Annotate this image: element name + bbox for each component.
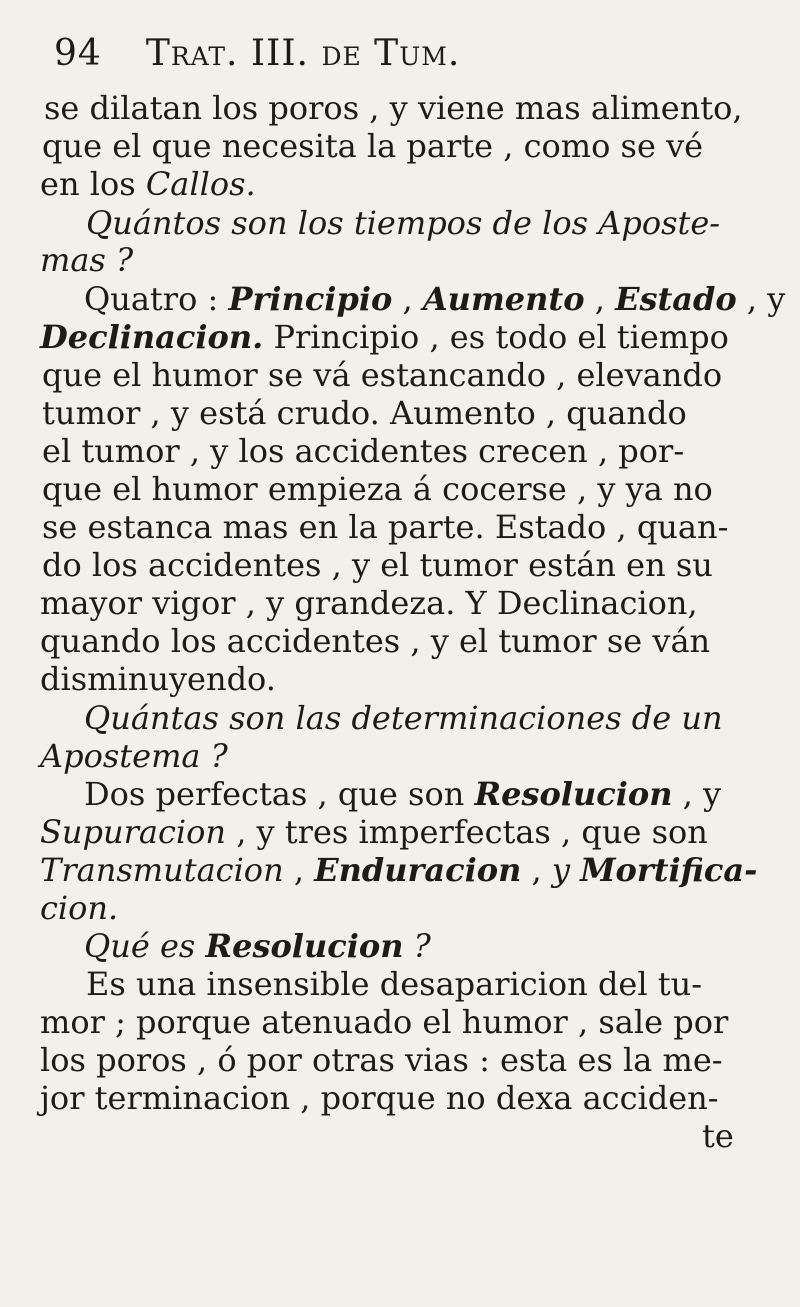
text-line bbox=[40, 583, 698, 623]
text-line bbox=[40, 850, 757, 890]
text-segment: , bbox=[584, 280, 616, 318]
page-header bbox=[54, 34, 460, 74]
running-title: Trat. III. de Tum. bbox=[145, 33, 461, 74]
text-line bbox=[86, 203, 720, 243]
text-line bbox=[42, 507, 728, 547]
text-segment: , y bbox=[736, 280, 786, 318]
text-line bbox=[40, 1078, 719, 1118]
text-line bbox=[42, 469, 713, 509]
text-segment: en los bbox=[40, 165, 146, 203]
text-segment: jor terminacion , porque no dexa acciden- bbox=[40, 1079, 719, 1117]
text-segment: Principio , es todo el tiempo bbox=[263, 318, 729, 356]
text-line bbox=[40, 659, 276, 699]
text-segment: mayor vigor , y grandeza. Y Declinacion, bbox=[40, 584, 698, 622]
text-line bbox=[40, 621, 710, 661]
text-segment: quando los accidentes , y el tumor se ván bbox=[40, 622, 711, 660]
text-segment: Quántas son las determinaciones de un bbox=[84, 699, 723, 737]
text-segment: se estanca mas en la parte. Estado , quan- bbox=[42, 508, 729, 546]
text-segment: cion. bbox=[40, 889, 119, 927]
text-line bbox=[40, 888, 118, 928]
text-line bbox=[42, 126, 703, 166]
text-segment: do los accidentes , y el tumor están en su bbox=[42, 546, 713, 584]
page-number: 94 bbox=[54, 33, 102, 74]
text-line bbox=[702, 1116, 734, 1156]
text-segment: Quatro : bbox=[84, 280, 229, 318]
text-segment: y bbox=[551, 851, 570, 889]
text-line bbox=[42, 355, 722, 395]
text-segment: , y tres imperfectas , que son bbox=[226, 813, 708, 851]
text-segment: Dos perfectas , que son bbox=[84, 775, 475, 813]
text-segment: que el que necesita la parte , como se vé bbox=[42, 127, 704, 165]
text-segment: , bbox=[283, 851, 315, 889]
text-segment: disminuyendo. bbox=[40, 660, 276, 698]
text-line bbox=[86, 964, 702, 1004]
text-segment: tumor , y está crudo. Aumento , quando bbox=[42, 394, 687, 432]
text-line bbox=[40, 1040, 723, 1080]
text-segment: Qué es bbox=[84, 927, 206, 965]
text-segment: Callos. bbox=[145, 165, 256, 203]
text-segment: Declinacion. bbox=[40, 318, 264, 356]
text-segment: que el humor empieza á cocerse , y ya no bbox=[42, 470, 713, 508]
text-line bbox=[44, 88, 743, 128]
text-line bbox=[42, 431, 684, 471]
text-segment: , bbox=[392, 280, 423, 318]
text-line bbox=[40, 812, 708, 852]
text-line bbox=[40, 317, 729, 357]
text-segment: Transmutacion bbox=[40, 851, 284, 889]
text-line bbox=[40, 736, 228, 776]
text-segment: Estado bbox=[615, 280, 737, 318]
text-segment: se dilatan los poros , y viene mas alimento, bbox=[44, 89, 743, 127]
text-segment: te bbox=[702, 1117, 734, 1155]
text-line bbox=[42, 393, 687, 433]
text-segment: Principio bbox=[228, 280, 393, 318]
text-segment: Apostema ? bbox=[40, 737, 228, 775]
text-line bbox=[40, 1002, 728, 1042]
text-line bbox=[40, 164, 256, 204]
text-segment: Aumento bbox=[422, 280, 585, 318]
text-line bbox=[40, 240, 133, 280]
text-segment: , bbox=[521, 851, 552, 889]
text-segment: Quántos son los tiempos de los Aposte- bbox=[86, 204, 721, 242]
text-segment: Enduracion bbox=[314, 851, 522, 889]
text-segment: mas ? bbox=[40, 241, 134, 279]
text-segment: Es una insensible desaparicion del tu- bbox=[86, 965, 703, 1003]
text-segment: mor ; porque atenuado el humor , sale por bbox=[40, 1003, 729, 1041]
text-segment: , y bbox=[672, 775, 722, 813]
text-segment: Resolucion bbox=[205, 927, 404, 965]
text-line bbox=[84, 774, 721, 814]
text-segment: ? bbox=[403, 927, 431, 965]
text-segment: que el humor se vá estancando , elevando bbox=[42, 356, 723, 394]
text-line bbox=[84, 279, 785, 319]
text-line bbox=[42, 545, 713, 585]
text-segment bbox=[570, 851, 580, 889]
text-segment: los poros , ó por otras vias : esta es la me- bbox=[40, 1041, 723, 1079]
text-segment: Resolucion bbox=[474, 775, 673, 813]
text-line bbox=[84, 926, 431, 966]
text-segment: Supuracion bbox=[40, 813, 227, 851]
text-segment: el tumor , y los accidentes crecen , por- bbox=[42, 432, 685, 470]
text-line bbox=[84, 698, 723, 738]
text-segment: Mortifica- bbox=[580, 851, 758, 889]
